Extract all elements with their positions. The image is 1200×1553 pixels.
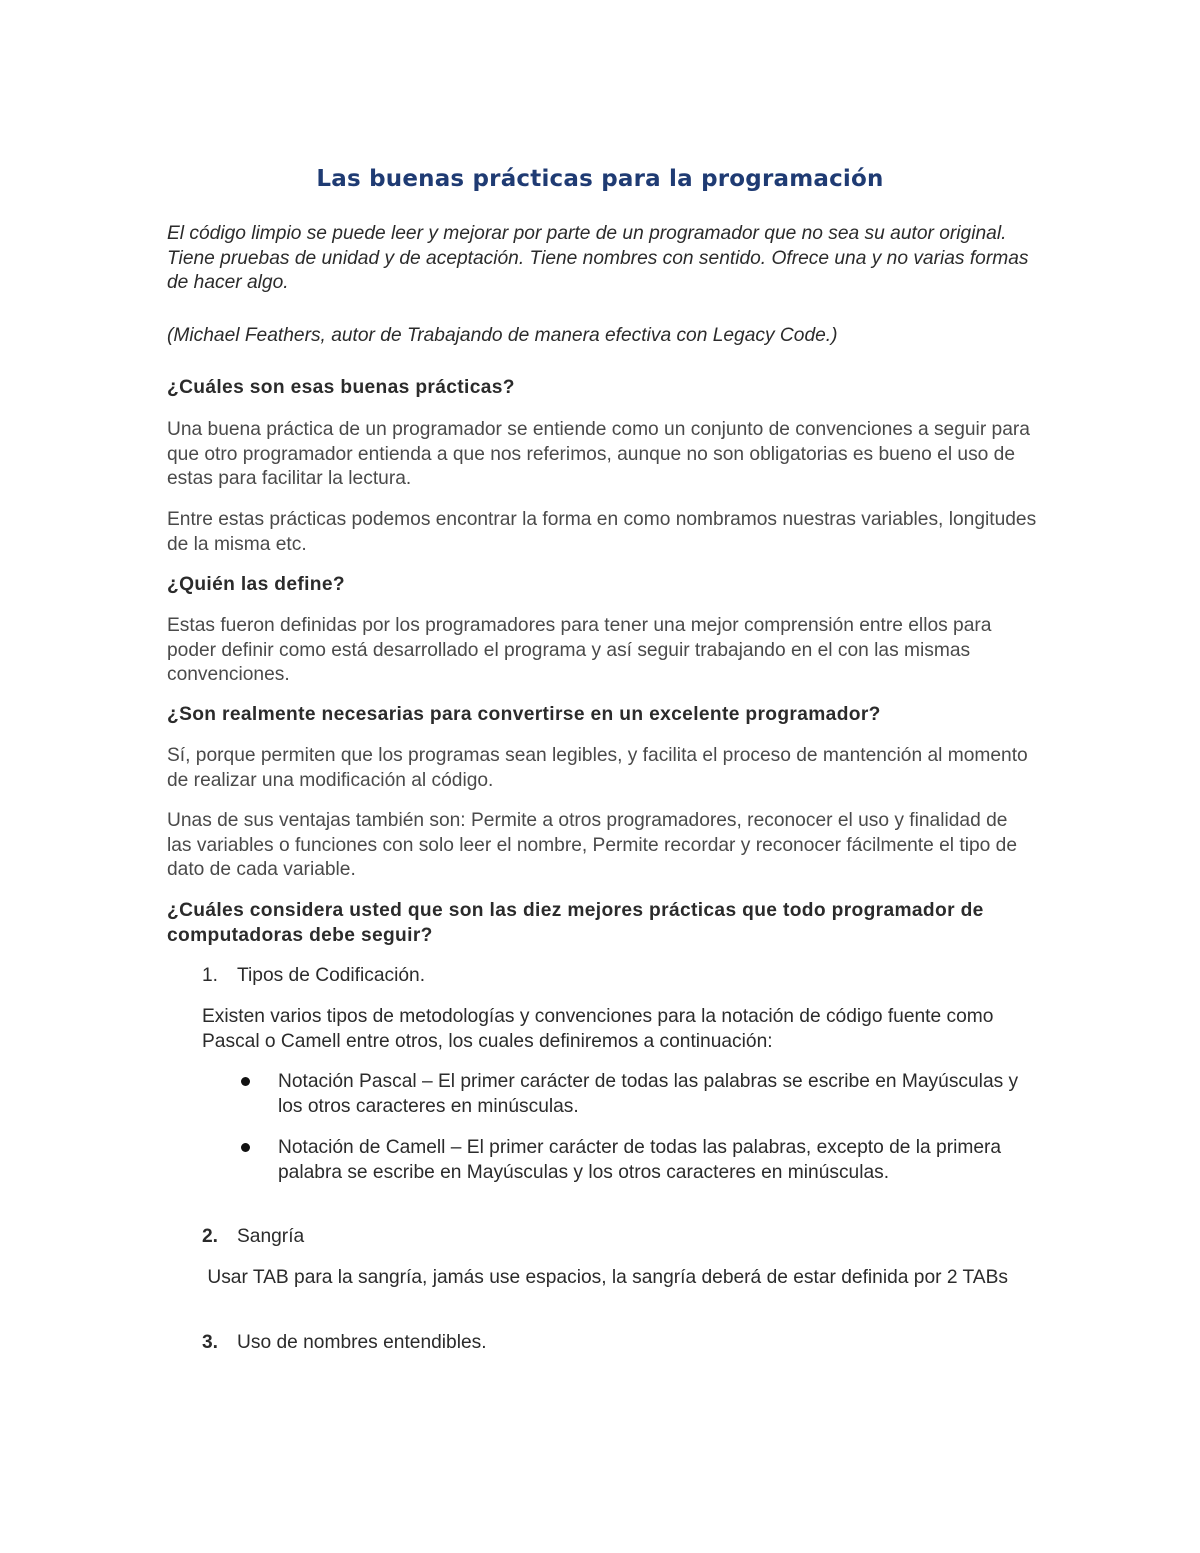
section-paragraph: Sí, porque permiten que los programas sean legibles, y facilita el proceso de mantención al momento de realizar una modificación al código. <box>167 745 1028 791</box>
section-heading: ¿Cuáles considera usted que son las diez mejores prácticas que todo programador de computadoras debe seguir? <box>167 900 984 946</box>
section-heading: ¿Son realmente necesarias para convertirse en un excelente programador? <box>167 704 881 725</box>
page-title: Las buenas prácticas para la programación <box>316 166 884 192</box>
section-heading: ¿Quién las define? <box>167 574 345 595</box>
list-item-label: Tipos de Codificación. <box>237 965 426 986</box>
section-paragraph: Unas de sus ventajas también son: Permite a otros programadores, reconocer el uso y finalidad de las variables o funciones con solo leer el nombre, Permite recordar y reconocer fácilmente el tipo de dato de cada variable. <box>167 810 1018 881</box>
bullet-icon <box>241 1077 250 1086</box>
section-heading: ¿Cuáles son esas buenas prácticas? <box>167 377 515 398</box>
list-number: 1. <box>202 965 219 986</box>
list-number: 2. <box>202 1226 219 1247</box>
list-item-description: Usar TAB para la sangría, jamás use espacios, la sangría deberá de estar definida por 2 TABs <box>202 1267 1008 1288</box>
section-paragraph: Estas fueron definidas por los programadores para tener una mejor comprensión entre ellos para poder definir como está desarrollado el programa y así seguir trabajando en el con las mismas convenciones. <box>167 615 992 686</box>
list-item-label: Sangría <box>237 1226 305 1247</box>
list-item-label: Uso de nombres entendibles. <box>237 1332 487 1353</box>
list-item-description: Existen varios tipos de metodologías y convenciones para la notación de código fuente como Pascal o Camell entre otros, los cuales definiremos a continuación: <box>202 1006 994 1052</box>
list-number: 3. <box>202 1332 219 1353</box>
bullet-item: Notación Pascal – El primer carácter de todas las palabras se escribe en Mayúsculas y los otros caracteres en minúsculas. <box>278 1071 1019 1117</box>
bullet-item: Notación de Camell – El primer carácter de todas las palabras, excepto de la primera palabra se escribe en Mayúsculas y los otros caracteres en minúsculas. <box>278 1137 1002 1183</box>
quote-attribution: (Michael Feathers, autor de Trabajando de manera efectiva con Legacy Code.) <box>167 325 838 346</box>
intro-quote: El código limpio se puede leer y mejorar por parte de un programador que no sea su autor original. Tiene pruebas de unidad y de aceptación. Tiene nombres con sentido. Ofrece una y no varias formas de hacer algo. <box>167 223 1029 294</box>
section-paragraph: Una buena práctica de un programador se entiende como un conjunto de convenciones a seguir para que otro programador entienda a que nos referimos, aunque no son obligatorias es bueno el uso de estas para facilitar la lectura. <box>167 419 1030 490</box>
bullet-icon <box>241 1143 250 1152</box>
section-paragraph: Entre estas prácticas podemos encontrar la forma en como nombramos nuestras variables, longitudes de la misma etc. <box>167 509 1037 555</box>
